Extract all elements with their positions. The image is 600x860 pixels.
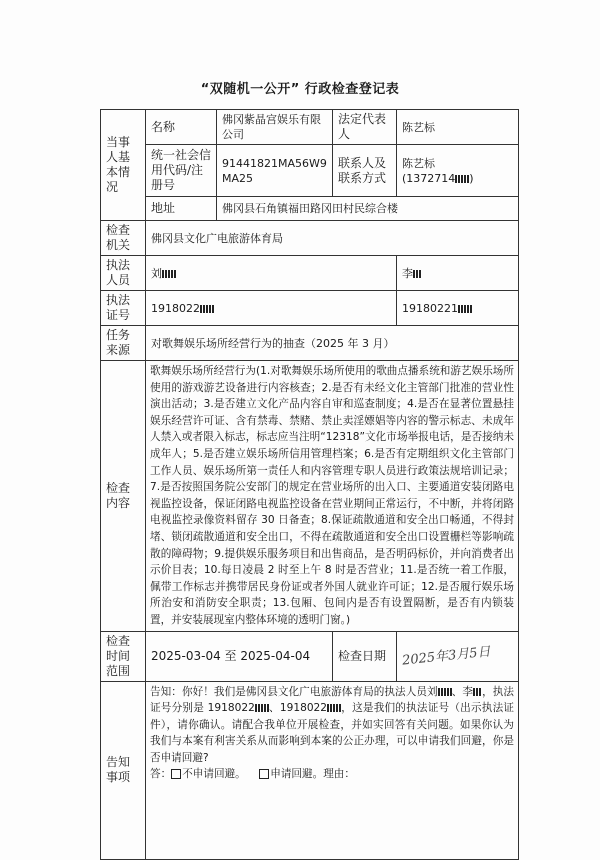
row-address xyxy=(101,197,519,221)
row-credit-code xyxy=(101,145,519,197)
option-no-recusal: 不申请回避。 xyxy=(182,768,246,781)
row-certificates xyxy=(101,291,519,326)
inspection-form-table xyxy=(100,109,519,860)
party-section-label: 当事人基本情况 xyxy=(101,110,146,221)
notice-content: 告知：你好！我们是佛冈县文化广电旅游体育局的执法人员刘 、李 ，执法证号分别是 1918022 、1918022 ，这是我们的执法证号（出示执法证件），请你确认。请配合我单位开展检查，并如实回答有关问题。如果你认为我们与本案有利害关系从而影响到本案的公正办理，可以申请我们回避，你是否申请回避? 答： 不申请回避。 申请回避。理由： xyxy=(146,681,519,859)
redaction-mark xyxy=(413,270,422,278)
contact-phone-end: ) xyxy=(469,171,474,185)
row-task-source xyxy=(101,326,519,361)
redaction-mark xyxy=(162,270,176,278)
contact-value xyxy=(397,145,519,197)
address-value: 佛冈县石角镇福田路冈田村民综合楼 xyxy=(217,197,519,221)
cert-label: 执法证号 xyxy=(101,291,146,326)
date-value xyxy=(397,631,519,681)
document-title: “双随机一公开” 行政检查登记表 xyxy=(200,82,400,97)
credit-code-label: 统一社会信用代码/注册号 xyxy=(146,145,217,197)
contact-phone: (1372714 xyxy=(402,171,456,185)
officer-1: 刘 xyxy=(146,256,397,291)
redaction-mark xyxy=(438,688,452,696)
notice-label: 告知事项 xyxy=(101,681,146,859)
option-request-recusal: 申请回避。理由： xyxy=(270,768,355,781)
period-value: 2025-03-04 至 2025-04-04 xyxy=(146,631,333,681)
redaction-mark xyxy=(200,305,214,313)
row-agency xyxy=(101,221,519,256)
officer-2: 李 xyxy=(397,256,519,291)
contact-label: 联系人及联系方式 xyxy=(333,145,397,197)
task-value: 对歌舞娱乐场所经营行为的抽查（2025 年 3 月） xyxy=(146,326,519,361)
redaction-mark xyxy=(327,704,341,712)
row-name xyxy=(101,110,519,145)
content-label: 检查内容 xyxy=(101,361,146,632)
cert-2: 19180221 xyxy=(397,291,519,326)
agency-value: 佛冈县文化广电旅游体育局 xyxy=(146,221,519,256)
address-label: 地址 xyxy=(146,197,217,221)
agency-label: 检查机关 xyxy=(101,221,146,256)
checkbox-no-recusal[interactable] xyxy=(171,769,181,779)
row-notice xyxy=(101,681,519,859)
handwritten-date: 2025年3月5日 xyxy=(401,643,492,669)
redaction-mark xyxy=(473,688,482,696)
row-officers xyxy=(101,256,519,291)
task-label: 任务来源 xyxy=(101,326,146,361)
row-content xyxy=(101,361,519,632)
contact-name: 陈艺标 xyxy=(402,156,435,170)
name-value: 佛冈紫晶宫娱乐有限公司 xyxy=(217,110,333,145)
legal-rep-label: 法定代表人 xyxy=(333,110,397,145)
cert-1: 1918022 xyxy=(146,291,397,326)
redaction-mark xyxy=(458,305,472,313)
row-period xyxy=(101,631,519,681)
answer-prefix: 答： xyxy=(150,768,172,781)
content-value: 歌舞娱乐场所经营行为(1.对歌舞娱乐场所使用的歌曲点播系统和游艺娱乐场所使用的游戏游艺设备进行内容核查；2.是否有未经文化主管部门批准的营业性演出活动；3.是否建立文化产品内容自审和巡查制度；4.是否在显著位置悬挂娱乐经营许可证、含有禁毒、禁赌、禁止卖淫嫖娼等内容的警示标志、未成年人禁入或者限入标志，标志应当注明“12318”文化市场举报电话，是否接纳未成年人；5.是否建立娱乐场所信用管理档案；6.是否有定期组织文化主管部门工作人员、娱乐场所第一责任人和内容管理专职人员进行政策法规培训记录；7.是否按照国务院公安部门的规定在营业场所的出入口、主要通道安装闭路电视监控设备，保证闭路电视监控设备在营业期间正常运行，不中断，并将闭路电视监控录像资料留存 30 日备查；8.保证疏散通道和安全出口畅通，不得封堵、锁闭疏散通道和安全出口，不得在疏散通道和安全出口设置栅栏等影响疏散的障碍物；9.提供娱乐服务项目和出售商品，是否明码标价，并向消费者出示价目表；10.每日凌晨 2 时至上午 8 时是否营业；11.是否统一着工作服，佩带工作标志并携带居民身份证或者外国人就业许可证；12.是否履行娱乐场所治安和消防安全职责；13.包厢、包间内是否有设置隔断，是否有内锁装置，并安装展现室内整体环境的透明门窗。) xyxy=(146,361,519,632)
officers-label: 执法人员 xyxy=(101,256,146,291)
credit-code-value: 91441821MA56W9MA25 xyxy=(217,145,333,197)
name-label: 名称 xyxy=(146,110,217,145)
period-label: 检查时间范围 xyxy=(101,631,146,681)
date-label: 检查日期 xyxy=(333,631,397,681)
legal-rep-value: 陈艺标 xyxy=(397,110,519,145)
redaction-mark xyxy=(455,175,469,183)
checkbox-request-recusal[interactable] xyxy=(259,769,269,779)
redaction-mark xyxy=(255,704,269,712)
